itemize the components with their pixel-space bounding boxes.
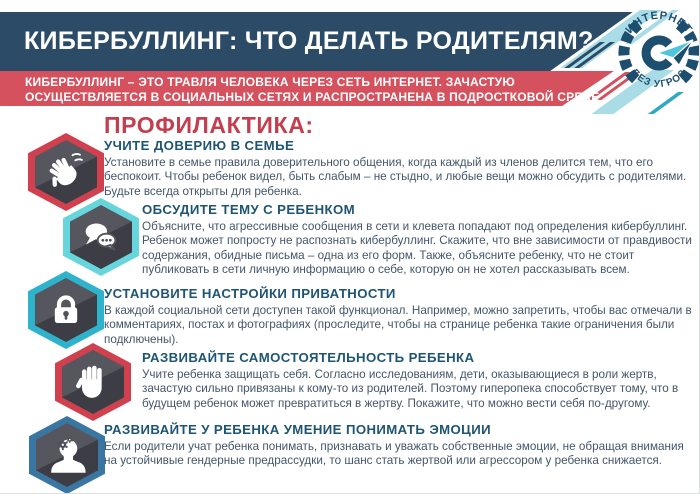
item-3-heading: УСТАНОВИТЕ НАСТРОЙКИ ПРИВАТНОСТИ (104, 286, 396, 301)
head-gears-icon (47, 435, 88, 476)
item-2 (142, 202, 698, 278)
logo-text-bottom: БЕЗ УГРОЗ (628, 67, 690, 91)
item-4-body: Учите ребенка защищать себя. Согласно исследованиям, дети, оказывающиеся в роли жертв, зачастую сильно привязаны к кому-то из родителей. Поэтому гиперопека способствует тому, что в будущем ребенок может превратиться в жертву. Покажите, что можно вести себя по-другому. (142, 368, 679, 410)
item-4-heading: РАЗВИВАЙТЕ САМОСТОЯТЕЛЬНОСТЬ РЕБЕНКА (142, 350, 475, 365)
item-2-body: Объясните, что агрессивные сообщения в сети и клевета попадают под определения кибербуллинг. Ребенок может попросту не распознать кибербуллинг. Скажите, что вне зависимости от правдивости содержания, обидные письма – одна из его форм. Также, объясните ребенку, что не стоит публиковать в сети личную информацию о себе, которую он не хотел рассказывать всем. (142, 220, 692, 277)
hexagon-item-2 (63, 198, 139, 276)
svg-text:ИНТЕРНЕТ (623, 10, 694, 36)
logo-text-top: ИНТЕРНЕТ (623, 9, 695, 37)
item-5 (104, 422, 698, 469)
hexagon-item-3 (28, 271, 104, 349)
padlock-icon (46, 290, 87, 331)
item-3 (104, 286, 698, 347)
hexagon-item-5 (29, 416, 105, 494)
internet-bez-ugroz-logo (617, 6, 700, 98)
item-3-body: В каждой социальной сети доступен такой функционал. Например, можно запретить, чтобы вас отмечали в комментариях, постах и фотографиях (проследите, чтобы на странице ребенка такие ограничения были подключены). (104, 304, 692, 346)
item-1-body: Установите в семье правила доверительного общения, когда каждый из членов делится тем, что его беспокоит. Чтобы ребенок видел, быть слабым – не стыдно, и любые вещи можно обсудить с родителями. Будьте всегда открыты для ребенка. (104, 156, 687, 198)
item-1 (104, 138, 698, 199)
item-1-heading: УЧИТЕ ДОВЕРИЮ В СЕМЬЕ (104, 138, 295, 153)
hexagon-item-1 (28, 133, 104, 211)
item-4 (142, 350, 698, 411)
stop-hand-icon (73, 362, 114, 403)
poster-title: КИБЕРБУЛЛИНГ: ЧТО ДЕЛАТЬ РОДИТЕЛЯМ? (24, 27, 594, 55)
svg-text:БЕЗ УГРОЗ (629, 67, 689, 90)
subtitle-line-2: ОСУЩЕСТВЛЯЕТСЯ В СОЦИАЛЬНЫХ СЕТЯХ И РАСПРОСТРАНЕНА В ПОДРОСТКОВОЙ СРЕДЕ (25, 90, 600, 104)
item-5-heading: РАЗВИВАЙТЕ У РЕБЕНКА УМЕНИЕ ПОНИМАТЬ ЭМОЦИИ (104, 422, 491, 437)
item-5-body: Если родители учат ребенка понимать, признавать и уважать собственные эмоции, не обращая внимания на устойчивые гендерные предрассудки, то шанс стать жертвой или агрессором у ребенка снижается. (104, 440, 684, 468)
poster-subtitle (25, 75, 599, 106)
hexagon-item-4 (55, 343, 131, 421)
chat-bubbles-icon (81, 217, 122, 258)
section-title: ПРОФИЛАКТИКА: (104, 112, 314, 138)
item-2-heading: ОБСУДИТЕ ТЕМУ С РЕБЕНКОМ (142, 202, 356, 217)
waving-hand-icon (46, 152, 87, 193)
subtitle-line-1: КИБЕРБУЛЛИНГ – ЭТО ТРАВЛЯ ЧЕЛОВЕКА ЧЕРЕЗ СЕТЬ ИНТЕРНЕТ. ЗАЧАСТУЮ (25, 74, 515, 89)
